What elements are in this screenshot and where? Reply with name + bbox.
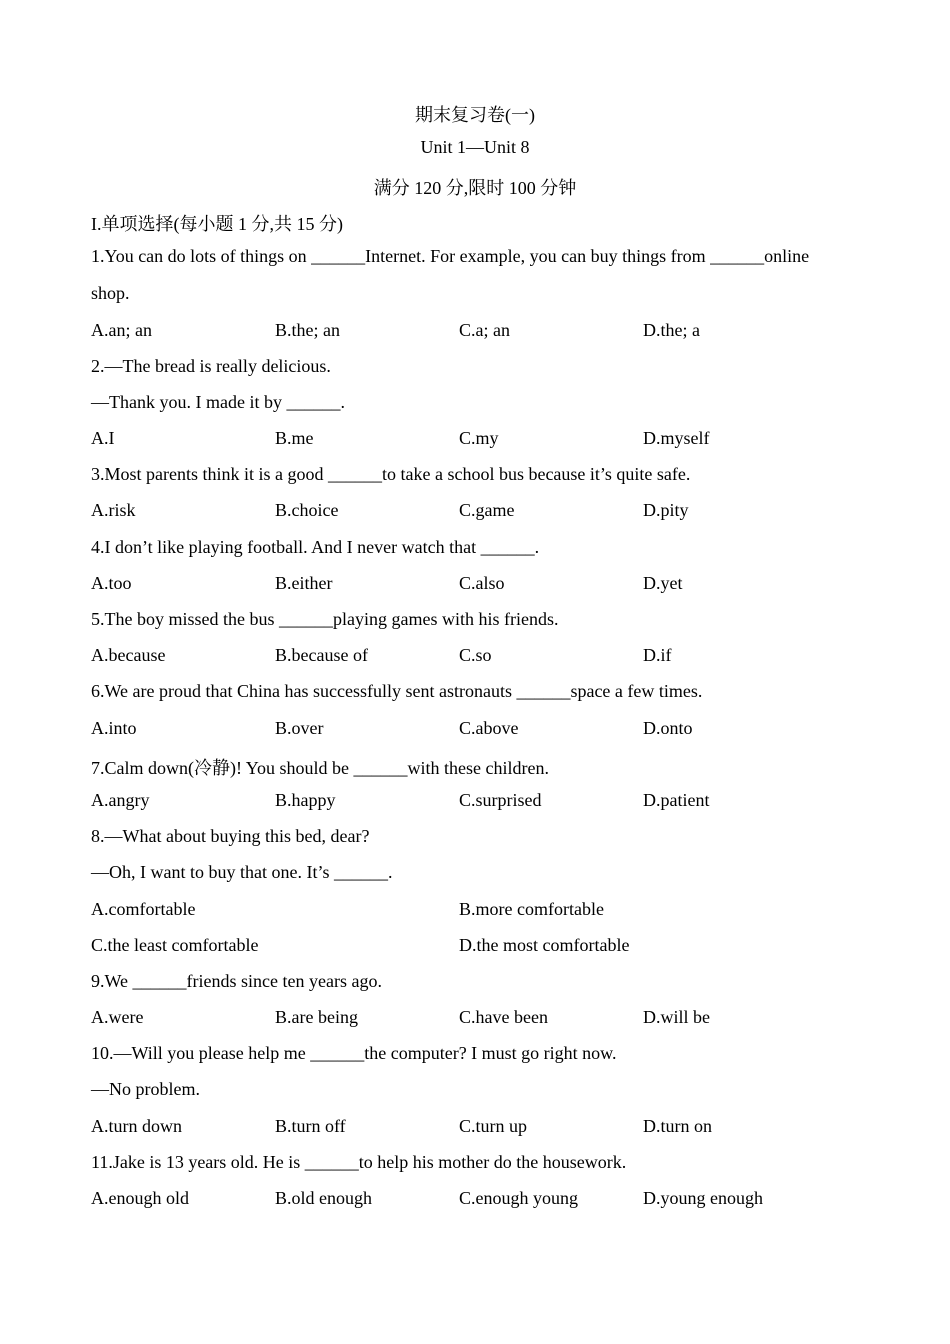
- question-3-option-a: A.risk: [91, 500, 136, 520]
- question-5-option-b: B.because of: [275, 645, 368, 665]
- question-8-option-b: B.more comfortable: [459, 899, 604, 919]
- unit-range: Unit 1—Unit 8: [420, 137, 530, 157]
- question-3-option-b: B.choice: [275, 500, 339, 520]
- question-1-line-1: 1.You can do lots of things on ______Internet. For example, you can buy things from ______online: [91, 246, 810, 266]
- question-7-line-1: 7.Calm down(冷静)! You should be ______with these children.: [91, 758, 549, 778]
- question-8-option-d: D.the most comfortable: [459, 935, 630, 955]
- question-8-line-1: 8.—What about buying this bed, dear?: [91, 826, 370, 846]
- question-11-option-c: C.enough young: [459, 1188, 578, 1208]
- question-10-line-1: 10.—Will you please help me ______the computer? I must go right now.: [91, 1043, 617, 1063]
- question-11-option-d: D.young enough: [643, 1188, 763, 1208]
- score-time: 满分 120 分,限时 100 分钟: [373, 178, 577, 198]
- question-1-line-2: shop.: [91, 283, 130, 303]
- question-2-option-b: B.me: [275, 428, 314, 448]
- question-9-option-a: A.were: [91, 1007, 144, 1027]
- question-1-option-d: D.the; a: [643, 320, 700, 340]
- question-7-option-c: C.surprised: [459, 790, 542, 810]
- question-4-option-b: B.either: [275, 573, 333, 593]
- question-4-line-1: 4.I don’t like playing football. And I never watch that ______.: [91, 537, 540, 557]
- question-9-option-b: B.are being: [275, 1007, 358, 1027]
- question-1-option-b: B.the; an: [275, 320, 340, 340]
- question-4-option-c: C.also: [459, 573, 505, 593]
- question-2-line-1: 2.—The bread is really delicious.: [91, 356, 331, 376]
- question-8-line-2: —Oh, I want to buy that one. It’s ______.: [91, 862, 393, 882]
- question-6-line-1: 6.We are proud that China has successfully sent astronauts ______space a few times.: [91, 681, 703, 701]
- question-8-option-a: A.comfortable: [91, 899, 196, 919]
- question-7-option-a: A.angry: [91, 790, 150, 810]
- question-6-option-c: C.above: [459, 718, 519, 738]
- question-1-option-a: A.an; an: [91, 320, 152, 340]
- question-2-option-d: D.myself: [643, 428, 710, 448]
- question-9-line-1: 9.We ______friends since ten years ago.: [91, 971, 382, 991]
- question-5-option-c: C.so: [459, 645, 492, 665]
- question-6-option-a: A.into: [91, 718, 137, 738]
- section-heading: I.单项选择(每小题 1 分,共 15 分): [91, 214, 343, 234]
- question-2-option-c: C.my: [459, 428, 499, 448]
- question-9-option-d: D.will be: [643, 1007, 710, 1027]
- question-11-line-1: 11.Jake is 13 years old. He is ______to help his mother do the housework.: [91, 1152, 627, 1172]
- question-8-option-c: C.the least comfortable: [91, 935, 259, 955]
- question-10-option-c: C.turn up: [459, 1116, 528, 1136]
- question-10-option-d: D.turn on: [643, 1116, 712, 1136]
- question-6-option-d: D.onto: [643, 718, 693, 738]
- question-4-option-d: D.yet: [643, 573, 683, 593]
- question-9-option-c: C.have been: [459, 1007, 548, 1027]
- question-4-option-a: A.too: [91, 573, 132, 593]
- question-5-line-1: 5.The boy missed the bus ______playing games with his friends.: [91, 609, 559, 629]
- question-2-option-a: A.I: [91, 428, 115, 448]
- question-10-option-a: A.turn down: [91, 1116, 182, 1136]
- question-3-option-d: D.pity: [643, 500, 689, 520]
- question-10-option-b: B.turn off: [275, 1116, 346, 1136]
- question-7-option-b: B.happy: [275, 790, 336, 810]
- question-11-option-b: B.old enough: [275, 1188, 372, 1208]
- question-2-line-2: —Thank you. I made it by ______.: [91, 392, 345, 412]
- question-5-option-a: A.because: [91, 645, 166, 665]
- question-5-option-d: D.if: [643, 645, 672, 665]
- question-11-option-a: A.enough old: [91, 1188, 189, 1208]
- question-3-option-c: C.game: [459, 500, 515, 520]
- question-10-line-2: —No problem.: [91, 1079, 200, 1099]
- question-6-option-b: B.over: [275, 718, 324, 738]
- question-1-option-c: C.a; an: [459, 320, 510, 340]
- question-3-line-1: 3.Most parents think it is a good ______to take a school bus because it’s quite safe.: [91, 464, 691, 484]
- question-7-option-d: D.patient: [643, 790, 710, 810]
- exam-title: 期末复习卷(一): [415, 105, 535, 125]
